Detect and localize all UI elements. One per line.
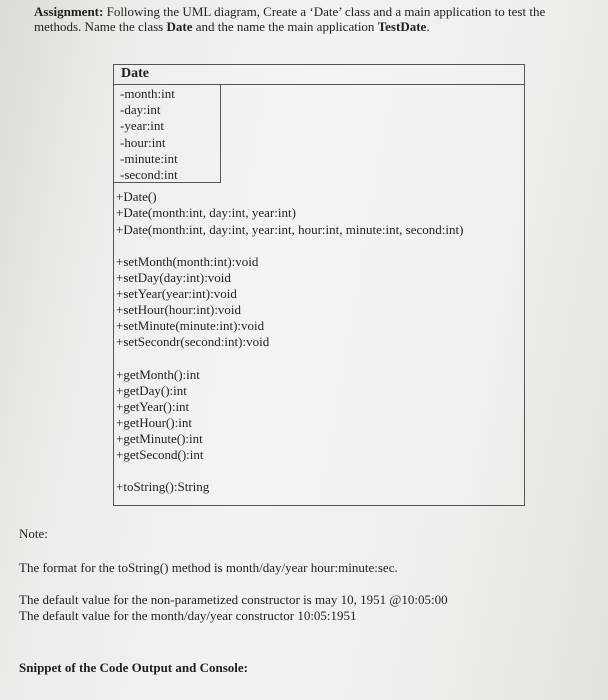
uml-getter: +getDay():int	[116, 383, 187, 398]
uml-constructor: +Date()	[116, 189, 157, 204]
uml-setter: +setSecondr(second:int):void	[116, 334, 270, 349]
uml-getter: +getSecond():int	[116, 447, 204, 462]
class-name-text: Date	[166, 19, 193, 34]
assignment-instructions	[34, 4, 574, 34]
uml-tostring: +toString():String	[116, 479, 210, 494]
uml-setter: +setDay(day:int):void	[116, 270, 231, 285]
instructions-end: .	[426, 19, 430, 34]
uml-setter: +setYear(year:int):void	[116, 286, 237, 301]
app-name-text: TestDate	[377, 19, 427, 34]
uml-setter: +setHour(hour:int):void	[116, 302, 242, 317]
uml-class-name: Date	[114, 65, 524, 85]
uml-constructor: +Date(month:int, day:int, year:int, hour:int, minute:int, second:int)	[116, 222, 464, 237]
note-heading: Note:	[19, 526, 48, 541]
uml-getter: +getYear():int	[116, 399, 190, 414]
uml-attribute: -month:int	[120, 86, 175, 101]
uml-attributes	[114, 85, 221, 183]
uml-getter: +getHour():int	[116, 415, 192, 430]
uml-attribute: -minute:int	[120, 150, 178, 166]
uml-attribute: -year:int	[120, 118, 165, 134]
snippet-heading: Snippet of the Code Output and Console:	[19, 660, 248, 675]
uml-class-diagram	[113, 64, 525, 506]
uml-setter: +setMonth(month:int):void	[116, 254, 259, 269]
assignment-label: Assignment:	[34, 4, 104, 19]
note-default-2: The default value for the month/day/year constructor 10:05:1951	[19, 608, 357, 623]
note-format: The format for the toString() method is month/day/year hour:minute:sec.	[19, 560, 398, 575]
uml-attribute: -second:int	[120, 167, 178, 183]
uml-attribute: -day:int	[120, 102, 161, 118]
uml-attribute: -hour:int	[120, 134, 166, 150]
instructions-text-2: and the name the main application	[192, 19, 378, 34]
note-default-1: The default value for the non-parametized constructor is may 10, 1951 @10:05:00	[19, 592, 448, 607]
uml-getter: +getMinute():int	[116, 431, 203, 446]
uml-constructor: +Date(month:int, day:int, year:int)	[116, 205, 296, 220]
uml-setter: +setMinute(minute:int):void	[116, 318, 265, 333]
uml-getter: +getMonth():int	[116, 367, 200, 382]
instructions-text: Following the UML diagram, Create a ‘Date’ class and a main application to test the methods. Name the class	[34, 4, 546, 34]
